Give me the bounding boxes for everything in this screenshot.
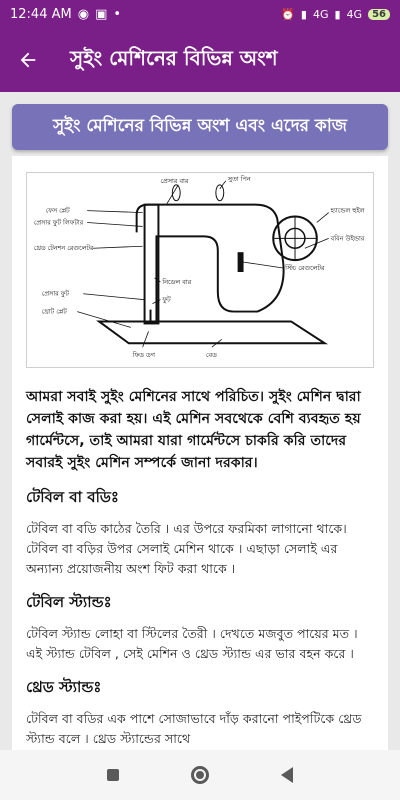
label-feed-dog: ফিড ডগ xyxy=(132,351,155,360)
label-stitch-regulator: স্টিচ রেগুলেটর xyxy=(285,264,325,272)
network-type-2: 4G xyxy=(346,7,363,21)
battery-indicator: 56 xyxy=(368,9,390,20)
back-arrow-icon[interactable] xyxy=(0,28,56,92)
label-throat-plate: থ্রোট প্লেট xyxy=(41,307,67,316)
label-bobbin-winder: ববিন উইন্ডার xyxy=(330,234,365,243)
sewing-machine-diagram xyxy=(26,172,374,368)
recents-button[interactable] xyxy=(99,761,127,789)
section-header-card xyxy=(12,104,388,150)
notification-dot-icon: • xyxy=(113,6,122,22)
label-spool-pin: সুতা পিন xyxy=(227,174,251,183)
page-title: সুইং মেশিনের বিভিন্ন অংশ xyxy=(70,45,278,70)
label-face-plate: ফেস প্লেট xyxy=(45,206,70,215)
signal-icon-2: ▮ xyxy=(334,7,341,21)
label-presser-foot-lifter: প্রেসার ফুট লিফটার xyxy=(33,218,84,227)
signal-icon: ▮ xyxy=(300,7,307,21)
label-thread-tension-regulator: থ্রেড টেনশন রেগুলেটর xyxy=(33,244,94,253)
label-hand-wheel: হ্যান্ডেল হুইল xyxy=(330,206,365,215)
back-button[interactable] xyxy=(273,761,301,789)
paragraph-table-body: টেবিল বা বডি কাঠের তৈরি । এর উপরে ফরমিকা লাগানো থাকে। টেবিল বা বড়ির উপর সেলাই মেশিন থাকে । এছাড়া সেলাই এর অন্যান্য প্রয়োজনীয় অংশ ফিট করা থাকে । xyxy=(26,521,347,576)
label-foot: ফুট xyxy=(162,295,171,304)
messenger-icon: ◉ xyxy=(77,6,90,22)
paragraph-table-stand: টেবিল স্ট্যান্ড লোহা বা স্টিলের তৈরী । দেখতে মজবুত পায়ের মত । এই স্ট্যান্ড টেবিল , সেই মেশিন ও থ্রেড স্ট্যান্ড এর ভার বহন করে । xyxy=(26,626,358,661)
chat-icon: ▣ xyxy=(95,6,108,22)
status-bar xyxy=(0,0,400,28)
heading-table-body: টেবিল বা বডিঃ xyxy=(26,488,119,506)
alarm-icon: ⏰ xyxy=(281,7,295,21)
navigation-bar xyxy=(0,750,400,800)
status-time: 12:44 AM xyxy=(10,6,72,22)
home-button[interactable] xyxy=(186,761,214,789)
heading-thread-stand: থ্রেড স্ট্যান্ডঃ xyxy=(26,678,102,696)
network-type-1: 4G xyxy=(312,7,329,21)
home-icon xyxy=(191,766,209,784)
article-body[interactable] xyxy=(12,156,388,750)
label-bed: বেড xyxy=(205,351,217,360)
heading-table-stand: টেবিল স্ট্যান্ডঃ xyxy=(26,593,112,611)
label-needle-bar: নিডেল বার xyxy=(162,277,192,286)
recents-icon xyxy=(107,769,119,781)
intro-paragraph: আমরা সবাই সুইং মেশিনের সাথে পরিচিত। সুইং মেশিন দ্বারা সেলাই কাজ করা হয়। এই মেশিন সবথেকে বেশি ব্যবহৃত হয় গার্মেন্টসে, তাই আমরা যারা গার্মেন্টসে চাকরি করি তাদের সবারই সুইং মেশিন সম্পর্কে জানা দরকার। xyxy=(26,389,361,471)
section-title: সুইং মেশিনের বিভিন্ন অংশ এবং এদের কাজ xyxy=(53,116,347,136)
label-presser-foot: প্রেসার ফুট xyxy=(41,289,69,298)
paragraph-thread-stand: টেবিল বা বডির এক পাশে সোজাভাবে দাঁড় করানো পাইপটিকে থ্রেড স্ট্যান্ড বলে । থ্রেড স্ট্যান্ডের সাথে xyxy=(26,711,362,746)
back-triangle-icon xyxy=(281,767,293,783)
label-pressure-bar: প্রেসার বার xyxy=(160,176,189,185)
app-bar xyxy=(0,28,400,92)
